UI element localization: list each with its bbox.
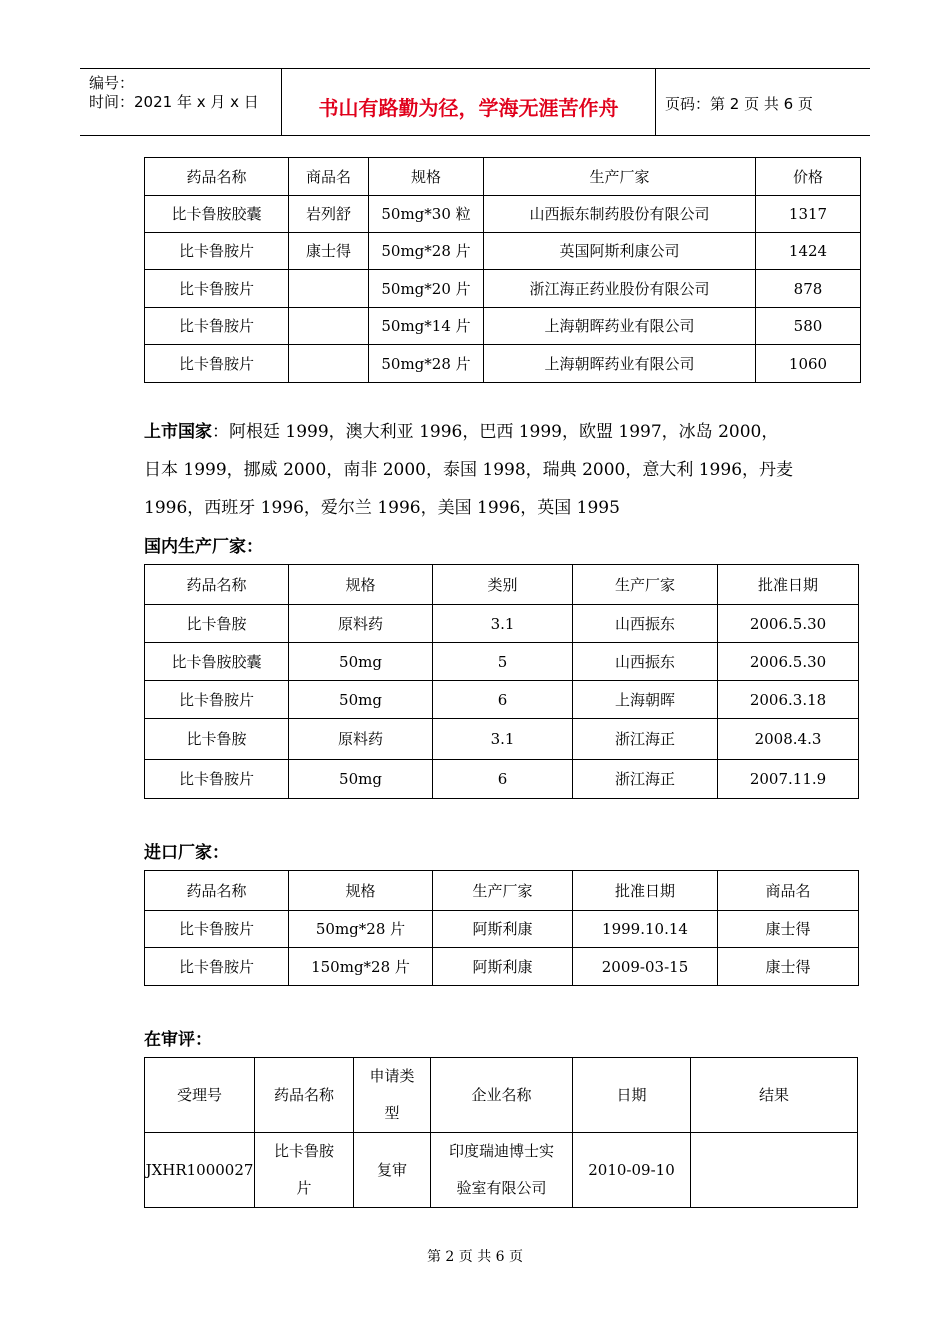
spec-cell: 50mg xyxy=(289,643,433,681)
date-cell: 2010-09-10 xyxy=(573,1133,691,1208)
review-table-header: 药品名称 xyxy=(255,1058,354,1133)
manufacturer-cell: 上海朝晖药业有限公司 xyxy=(484,345,756,383)
spec-cell: 50mg xyxy=(289,760,433,799)
drug-name-cell: 比卡鲁胺片 xyxy=(145,233,289,270)
category-cell: 6 xyxy=(433,681,573,719)
domestic-table xyxy=(144,564,859,799)
review-table-header: 结果 xyxy=(691,1058,858,1133)
markets-label: 上市国家 xyxy=(144,422,212,442)
drug-name-cell: 比卡鲁胺胶囊 xyxy=(145,196,289,233)
spec-cell: 50mg*28 片 xyxy=(289,911,433,948)
review-type-header-line: 申请类 xyxy=(369,1067,415,1085)
drug-name-cell: 比卡鲁胺片 xyxy=(145,760,289,799)
domestic-table-header: 药品名称 xyxy=(145,565,289,605)
imported-table-header: 药品名称 xyxy=(145,871,289,911)
domestic-table-header-row xyxy=(145,565,859,605)
header-time-label: 时间：2021 年 x 月 x 日 xyxy=(89,93,259,111)
manufacturer-cell: 浙江海正药业股份有限公司 xyxy=(484,270,756,308)
review-table xyxy=(144,1057,858,1208)
imported-title: 进口厂家： xyxy=(144,843,229,863)
manufacturer-cell: 阿斯利康 xyxy=(433,948,573,986)
price-cell: 1424 xyxy=(756,233,861,270)
imported-table xyxy=(144,870,859,986)
spec-cell: 50mg*14 片 xyxy=(369,308,484,345)
drug-name-cell xyxy=(255,1133,354,1208)
price-table-header: 规格 xyxy=(369,158,484,196)
price-table-header: 药品名称 xyxy=(145,158,289,196)
table-row xyxy=(145,948,859,986)
imported-table-header-row xyxy=(145,871,859,911)
markets-line-2: 日本 1999，挪威 2000，南非 2000，泰国 1998，瑞典 2000，意大利 1996，丹麦 xyxy=(144,460,794,480)
brand-name-cell xyxy=(289,308,369,345)
header-code-label: 编号： xyxy=(89,74,135,92)
domestic-table-header: 类别 xyxy=(433,565,573,605)
approval-date-cell: 2006.3.18 xyxy=(718,681,859,719)
application-type-cell: 复审 xyxy=(354,1133,431,1208)
price-table-header-row xyxy=(145,158,861,196)
markets-text-1: ：阿根廷 1999，澳大利亚 1996，巴西 1999，欧盟 1997，冰岛 2000， xyxy=(212,422,779,442)
domestic-table-header: 规格 xyxy=(289,565,433,605)
header-top-rule xyxy=(80,68,870,69)
table-row xyxy=(145,681,859,719)
review-table-header: 日期 xyxy=(573,1058,691,1133)
company-cell xyxy=(431,1133,573,1208)
table-row xyxy=(145,196,861,233)
approval-date-cell: 1999.10.14 xyxy=(573,911,718,948)
table-row xyxy=(145,1133,858,1208)
footer-page-number: 第 2 页 共 6 页 xyxy=(426,1249,524,1265)
table-row xyxy=(145,719,859,760)
review-table-header-row xyxy=(145,1058,858,1133)
table-row xyxy=(145,270,861,308)
drug-name-cell: 比卡鲁胺片 xyxy=(145,911,289,948)
imported-table-header: 批准日期 xyxy=(573,871,718,911)
header-divider-right xyxy=(655,68,656,136)
price-table-header: 生产厂家 xyxy=(484,158,756,196)
company-line: 验室有限公司 xyxy=(456,1179,547,1197)
spec-cell: 50mg xyxy=(289,681,433,719)
drug-name-cell: 比卡鲁胺 xyxy=(145,605,289,643)
result-cell xyxy=(691,1133,858,1208)
category-cell: 6 xyxy=(433,760,573,799)
brand-name-cell: 岩列舒 xyxy=(289,196,369,233)
drug-name-cell: 比卡鲁胺片 xyxy=(145,345,289,383)
domestic-table-header: 生产厂家 xyxy=(573,565,718,605)
manufacturer-cell: 山西振东 xyxy=(573,605,718,643)
header-page-label: 页码：第 2 页 共 6 页 xyxy=(665,95,813,113)
table-row xyxy=(145,643,859,681)
table-row xyxy=(145,605,859,643)
drug-name-cell: 比卡鲁胺片 xyxy=(145,681,289,719)
review-table-header: 受理号 xyxy=(145,1058,255,1133)
approval-date-cell: 2006.5.30 xyxy=(718,643,859,681)
company-line: 印度瑞迪博士实 xyxy=(448,1142,554,1160)
approval-date-cell: 2006.5.30 xyxy=(718,605,859,643)
price-cell: 580 xyxy=(756,308,861,345)
price-cell: 1317 xyxy=(756,196,861,233)
markets-line-3: 1996，西班牙 1996，爱尔兰 1996，美国 1996，英国 1995 xyxy=(144,498,620,518)
brand-name-cell: 康士得 xyxy=(289,233,369,270)
domestic-title: 国内生产厂家： xyxy=(144,537,263,557)
price-cell: 878 xyxy=(756,270,861,308)
manufacturer-cell: 浙江海正 xyxy=(573,760,718,799)
manufacturer-cell: 山西振东 xyxy=(573,643,718,681)
imported-table-header: 生产厂家 xyxy=(433,871,573,911)
manufacturer-cell: 阿斯利康 xyxy=(433,911,573,948)
imported-table-header: 规格 xyxy=(289,871,433,911)
accept-number-cell: JXHR1000027 xyxy=(145,1133,255,1208)
spec-cell: 原料药 xyxy=(289,605,433,643)
brand-name-cell xyxy=(289,270,369,308)
approval-date-cell: 2009-03-15 xyxy=(573,948,718,986)
manufacturer-cell: 浙江海正 xyxy=(573,719,718,760)
price-cell: 1060 xyxy=(756,345,861,383)
drug-name-cell: 比卡鲁胺片 xyxy=(145,948,289,986)
manufacturer-cell: 英国阿斯利康公司 xyxy=(484,233,756,270)
brand-name-cell: 康士得 xyxy=(718,911,859,948)
table-row xyxy=(145,345,861,383)
category-cell: 5 xyxy=(433,643,573,681)
spec-cell: 50mg*20 片 xyxy=(369,270,484,308)
brand-name-cell: 康士得 xyxy=(718,948,859,986)
spec-cell: 50mg*28 片 xyxy=(369,233,484,270)
table-row xyxy=(145,308,861,345)
category-cell: 3.1 xyxy=(433,719,573,760)
drug-name-cell: 比卡鲁胺片 xyxy=(145,308,289,345)
table-row xyxy=(145,911,859,948)
domestic-table-header: 批准日期 xyxy=(718,565,859,605)
drug-name-line: 比卡鲁胺 xyxy=(273,1142,334,1160)
review-table-header: 企业名称 xyxy=(431,1058,573,1133)
markets-paragraph xyxy=(144,413,824,527)
drug-name-cell: 比卡鲁胺胶囊 xyxy=(145,643,289,681)
drug-name-cell: 比卡鲁胺 xyxy=(145,719,289,760)
header-bottom-rule xyxy=(80,135,870,136)
drug-name-line: 片 xyxy=(296,1179,312,1197)
spec-cell: 原料药 xyxy=(289,719,433,760)
manufacturer-cell: 山西振东制药股份有限公司 xyxy=(484,196,756,233)
category-cell: 3.1 xyxy=(433,605,573,643)
brand-name-cell xyxy=(289,345,369,383)
price-table-header: 商品名 xyxy=(289,158,369,196)
review-table-header-type xyxy=(354,1058,431,1133)
approval-date-cell: 2007.11.9 xyxy=(718,760,859,799)
review-title: 在审评： xyxy=(144,1030,212,1050)
imported-table-header: 商品名 xyxy=(718,871,859,911)
manufacturer-cell: 上海朝晖药业有限公司 xyxy=(484,308,756,345)
spec-cell: 50mg*28 片 xyxy=(369,345,484,383)
spec-cell: 50mg*30 粒 xyxy=(369,196,484,233)
price-table xyxy=(144,157,861,383)
drug-name-cell: 比卡鲁胺片 xyxy=(145,270,289,308)
price-table-header: 价格 xyxy=(756,158,861,196)
header-motto: 书山有路勤为径，学海无涯苦作舟 xyxy=(318,96,619,120)
table-row xyxy=(145,233,861,270)
markets-line-1 xyxy=(144,413,824,451)
spec-cell: 150mg*28 片 xyxy=(289,948,433,986)
manufacturer-cell: 上海朝晖 xyxy=(573,681,718,719)
table-row xyxy=(145,760,859,799)
approval-date-cell: 2008.4.3 xyxy=(718,719,859,760)
review-type-header-line: 型 xyxy=(384,1104,400,1122)
